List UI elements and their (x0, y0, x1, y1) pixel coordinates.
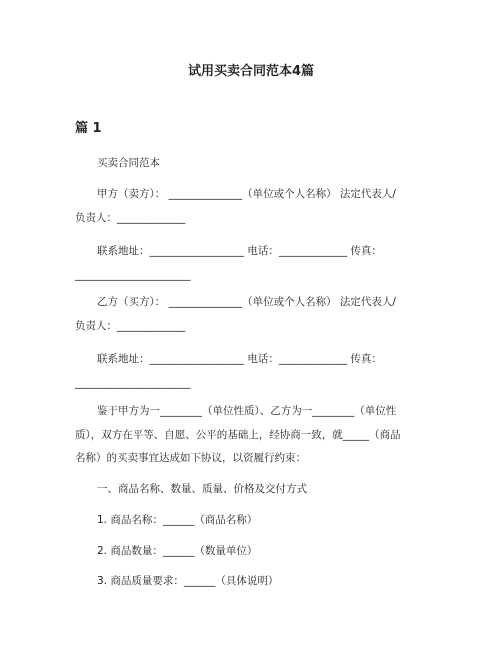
paragraph-line: 一、商品名称、数量、质量、价格及交付方式 (97, 483, 307, 495)
paragraph-line: 乙方（买方）： ______________（单位或个人名称） 法定代表人/ (97, 296, 396, 308)
paragraph-line: ______________________ (75, 377, 191, 389)
list-item: 3. 商品质量要求：______（具体说明） (97, 575, 279, 587)
paragraph-line: ______________________ (75, 269, 191, 281)
list-item: 1. 商品名称：______（商品名称） (97, 514, 258, 526)
paragraph-line: 负责人：_____________ (75, 320, 186, 332)
paragraph-line: 联系地址：__________________ 电话：_____________ 传真： (97, 353, 382, 365)
list-item: 2. 商品数量：______（数量单位） (97, 545, 258, 557)
document-title: 试用买卖合同范本4篇 (187, 64, 315, 79)
paragraph-line: 质），双方在平等、自愿、公平的基础上，经协商一致，就_____（商品 (75, 429, 401, 441)
section-heading: 篇 1 (75, 121, 102, 136)
paragraph-line: 买卖合同范本 (97, 157, 160, 169)
paragraph-line: 联系地址：__________________ 电话：_____________ 传真： (97, 245, 382, 257)
paragraph-line: 名称）的买卖事宜达成如下协议，以资履行约束： (75, 452, 306, 464)
paragraph-line: 鉴于甲方为一________（单位性质）、乙方为一________（单位性 (97, 405, 397, 417)
paragraph-line: 甲方（卖方）： ______________（单位或个人名称） 法定代表人/ (97, 188, 396, 200)
paragraph-line: 负责人：_____________ (75, 212, 186, 224)
